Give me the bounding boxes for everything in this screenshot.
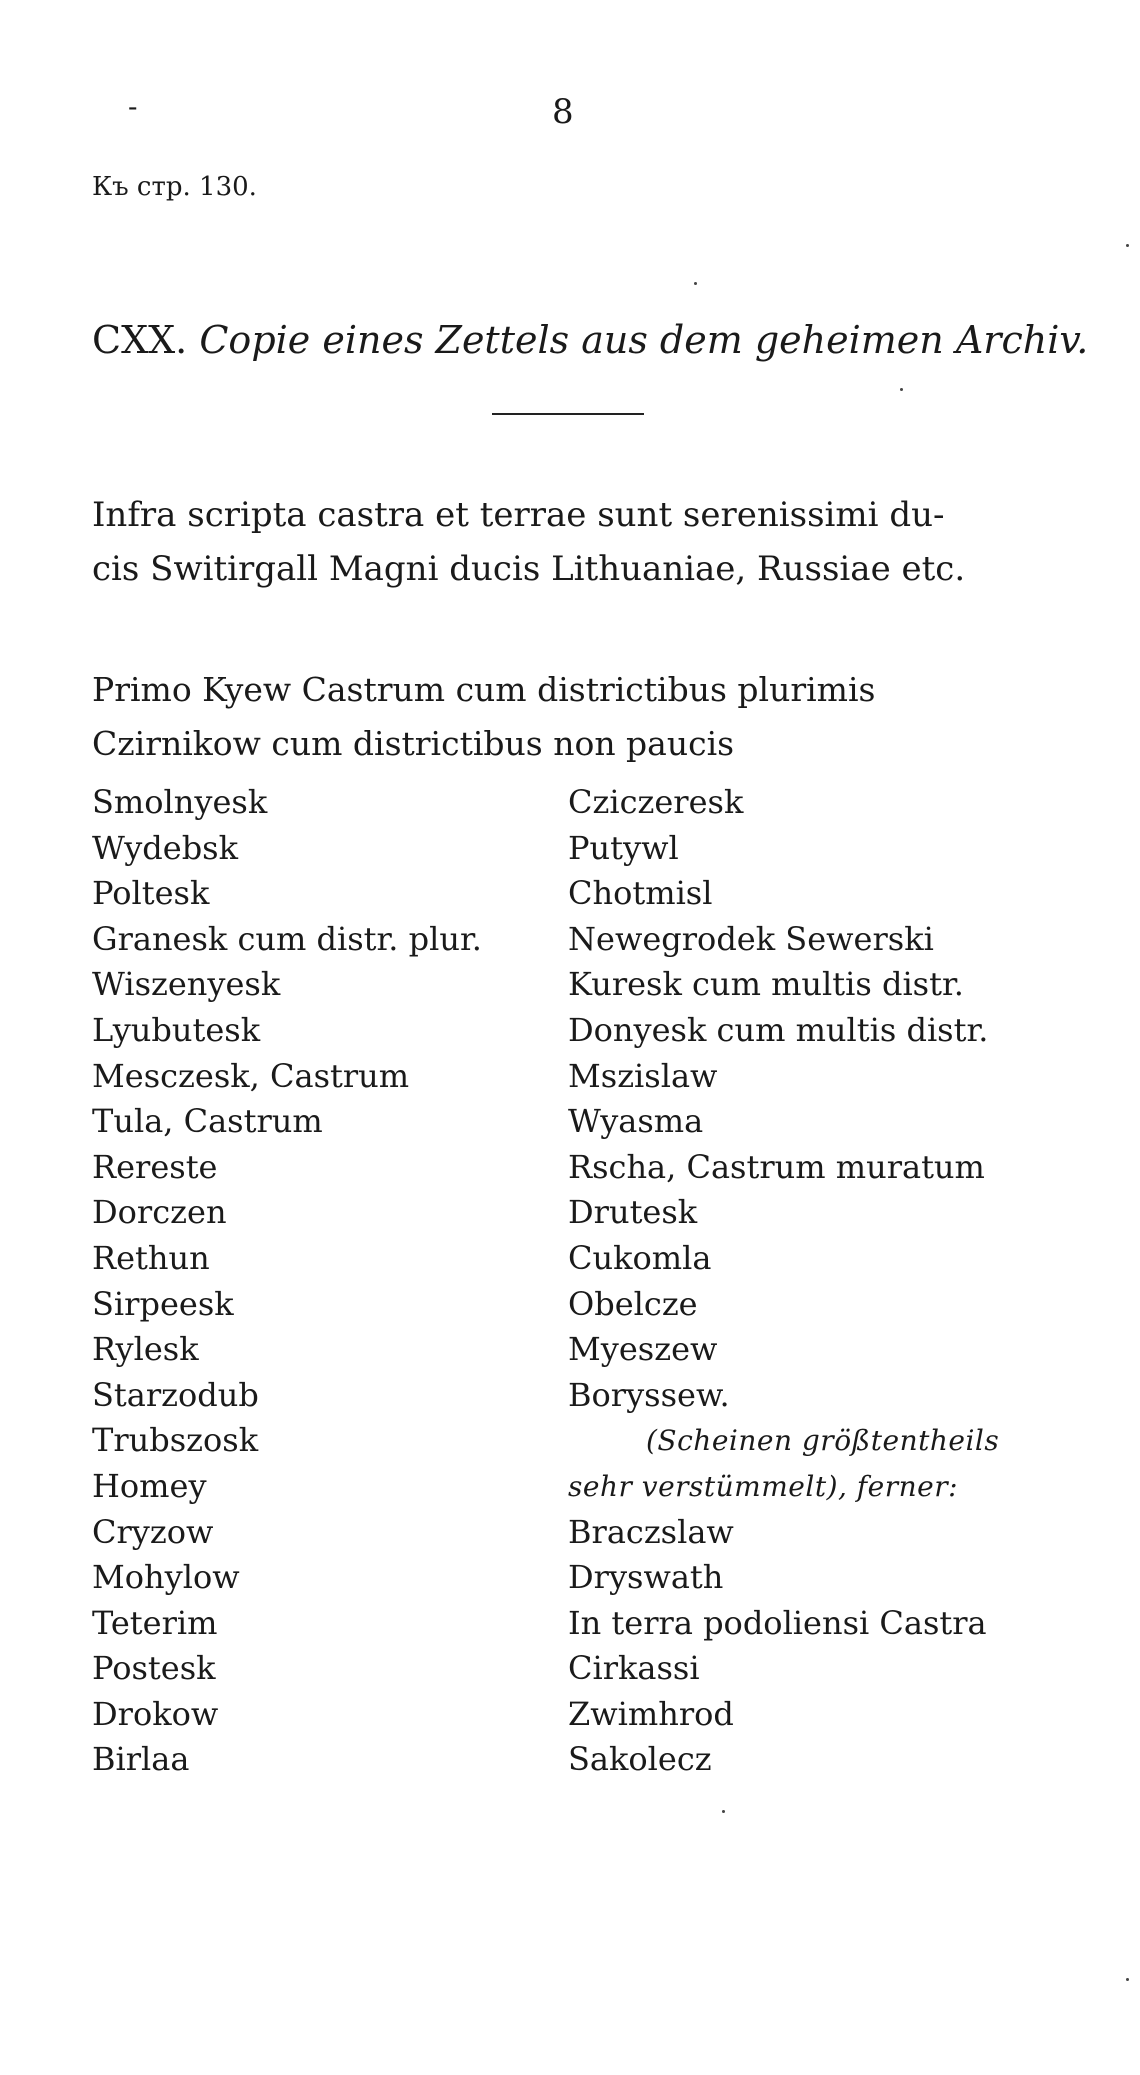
list-item: Postesk (92, 1649, 216, 1688)
scan-speck (1126, 244, 1129, 247)
list-item: Cryzow (92, 1512, 214, 1551)
list-item: Smolnyesk (92, 783, 268, 821)
page-reference: Къ стр. 130. (92, 172, 257, 202)
list-item: Sakolecz (568, 1740, 712, 1779)
heading-numeral: CXX. (92, 318, 188, 362)
list-item: Trubszosk (92, 1421, 259, 1460)
intro-paragraph (92, 488, 1052, 596)
list-full-line: Primo Kyew Castrum cum districtibus plurimis (92, 670, 876, 709)
list-item: Wyasma (568, 1102, 704, 1141)
list-item: Dryswath (568, 1558, 724, 1597)
section-heading (92, 318, 1088, 362)
heading-title: Copie eines Zettels aus dem geheimen Archiv. (199, 318, 1089, 362)
page-number: 8 (552, 92, 574, 132)
list-item: Teterim (92, 1603, 218, 1642)
header-dash: - (128, 90, 138, 123)
list-item: Rscha, Castrum muratum (568, 1147, 985, 1186)
list-item: Donyesk cum multis distr. (568, 1010, 989, 1049)
scan-speck (900, 388, 903, 391)
list-item: Mohylow (92, 1558, 240, 1597)
list-item: Braczslaw (568, 1512, 734, 1551)
list-item: Rereste (92, 1147, 218, 1186)
list-item: Obelcze (568, 1284, 698, 1323)
list-item: Putywl (568, 828, 679, 867)
right-column (568, 780, 999, 1783)
list-item: Sirpeesk (92, 1284, 234, 1323)
editor-note: (Scheinen größtentheils (646, 1424, 1000, 1458)
editor-note: sehr verstümmelt), ferner: (568, 1469, 959, 1503)
scan-speck (694, 282, 697, 285)
list-item: Homey (92, 1466, 207, 1505)
list-item: Mszislaw (568, 1056, 718, 1095)
list-item: In terra podoliensi Castra (568, 1603, 987, 1642)
heading-divider (492, 413, 644, 415)
intro-line: Infra scripta castra et terrae sunt serenissimi du- (92, 495, 945, 535)
list-item: Cziczeresk (568, 783, 744, 821)
list-item: Wydebsk (92, 828, 238, 867)
scan-speck (1126, 1978, 1129, 1981)
list-item: Granesk cum distr. plur. (92, 919, 482, 958)
list-item: Drokow (92, 1694, 219, 1733)
list-item: Zwimhrod (568, 1694, 734, 1733)
list-item: Cukomla (568, 1238, 712, 1277)
list-item: Rethun (92, 1238, 210, 1277)
scan-speck (722, 1810, 725, 1813)
list-item: Dorczen (92, 1193, 227, 1232)
list-item: Cirkassi (568, 1649, 700, 1688)
list-item: Drutesk (568, 1193, 698, 1232)
list-item: Newegrodek Sewerski (568, 919, 934, 958)
list-item: Kuresk cum multis distr. (568, 965, 964, 1004)
list-item: Boryssew. (568, 1375, 730, 1414)
list-item: Chotmisl (568, 874, 713, 913)
list-item: Starzodub (92, 1375, 259, 1414)
list-item: Poltesk (92, 874, 210, 913)
list-item: Rylesk (92, 1330, 199, 1369)
list-full-line: Czirnikow cum districtibus non paucis (92, 724, 735, 763)
list-item: Wiszenyesk (92, 965, 281, 1004)
list-item: Birlaa (92, 1740, 190, 1779)
list-item: Myeszew (568, 1330, 718, 1369)
intro-line: cis Switirgall Magni ducis Lithuaniae, Russiae etc. (92, 549, 966, 589)
left-column (92, 780, 482, 1783)
list-item: Mesczesk, Castrum (92, 1056, 410, 1095)
list-item: Tula, Castrum (92, 1102, 323, 1141)
list-item: Lyubutesk (92, 1010, 261, 1049)
